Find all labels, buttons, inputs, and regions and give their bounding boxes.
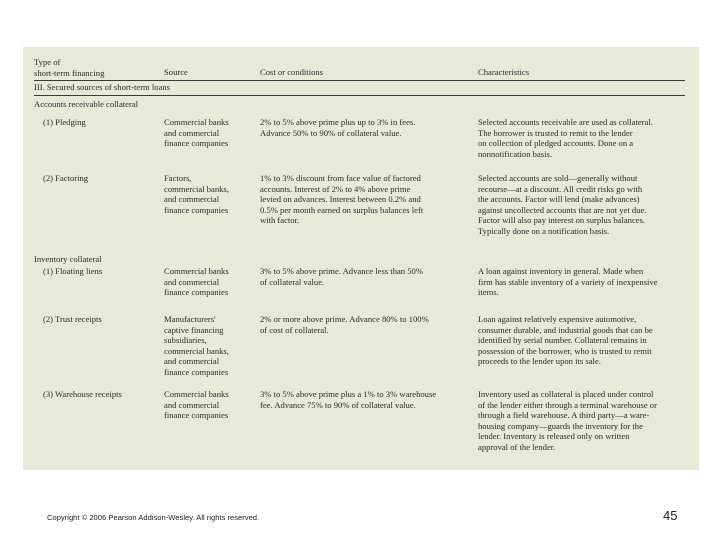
row-characteristics-line: Typically done on a notification basis. (478, 225, 610, 236)
row-source-line: Manufacturers' (164, 314, 216, 324)
row-name: (2) Factoring (43, 173, 89, 183)
row-characteristics-line: Loan against relatively expensive automotive, (478, 314, 637, 324)
row-characteristics (478, 173, 646, 237)
row-characteristics-line: Inventory used as collateral is placed under control (478, 389, 654, 399)
row-cost (260, 389, 436, 410)
row-source-line: Commercial banks (164, 266, 229, 276)
header-type-line2: short-term financing (34, 67, 105, 78)
row-characteristics-line: firm has stable inventory of a variety of inexpensive (478, 276, 658, 287)
row-characteristics-line: Factor will also pay interest on surplus balances. (478, 215, 646, 226)
financing-table (23, 47, 699, 470)
row-cost (260, 266, 423, 287)
row-characteristics (478, 266, 657, 298)
row-characteristics-line: consumer durable, and industrial goods that can be (478, 324, 653, 335)
header-type (34, 57, 104, 78)
row-characteristics-line: Selected accounts are sold—generally without (478, 173, 638, 183)
row-cost (260, 117, 415, 138)
row-characteristics-line: of the lender either through a terminal warehouse or (478, 399, 657, 410)
row-name: (2) Trust receipts (43, 314, 102, 324)
row-name: (3) Warehouse receipts (43, 389, 122, 399)
row-characteristics-line: recourse—at a discount. All credit risks go with (478, 183, 643, 194)
section-title: III. Secured sources of short-term loans (34, 82, 171, 92)
row-characteristics-line: approval of the lender. (478, 441, 556, 452)
row-characteristics (478, 389, 657, 453)
row-source-line: and commercial (164, 127, 220, 138)
row-characteristics (478, 117, 653, 159)
row-source-line: commercial banks, (164, 345, 229, 356)
header-source: Source (164, 67, 188, 77)
row-name: (1) Pledging (43, 117, 86, 127)
group-title: Inventory collateral (34, 254, 102, 264)
row-characteristics (478, 314, 653, 367)
row-source-line: finance companies (164, 366, 229, 377)
row-characteristics-line: Selected accounts receivable are used as collateral. (478, 117, 653, 127)
row-source (164, 314, 229, 378)
row-characteristics-line: A loan against inventory in general. Made when (478, 266, 644, 276)
row-cost-line: with factor. (260, 215, 300, 226)
row-cost (260, 314, 429, 335)
row-characteristics-line: items. (478, 287, 499, 298)
header-cost: Cost or conditions (260, 67, 324, 77)
row-source-line: Commercial banks (164, 117, 229, 127)
group-title: Accounts receivable collateral (34, 99, 139, 109)
row-characteristics-line: housing company—guards the inventory for the (478, 420, 643, 431)
row-source (164, 173, 229, 215)
row-cost-line: 2% to 5% above prime plus up to 3% in fees. (260, 117, 416, 127)
row-cost-line: 0.5% per month earned on surplus balances left (260, 204, 424, 215)
row-characteristics-line: the accounts. Factor will lend (make advances) (478, 194, 640, 205)
row-source-line: Commercial banks (164, 389, 229, 399)
row-cost-line: accounts. Interest of 2% to 4% above prime (260, 183, 411, 194)
row-source-line: captive financing (164, 324, 224, 335)
row-characteristics-line: proceeds to the lender upon its sale. (478, 356, 601, 367)
row-name: (1) Floating liens (43, 266, 103, 276)
row-characteristics-line: identified by serial number. Collateral remains in (478, 335, 647, 346)
page-number: 45 (663, 508, 678, 523)
row-characteristics-line: through a field warehouse. A third party—a ware- (478, 410, 650, 421)
row-source-line: commercial banks, (164, 183, 229, 194)
row-cost-line: 1% to 3% discount from face value of factored (260, 173, 421, 183)
row-source-line: and commercial (164, 356, 220, 367)
row-cost-line: of cost of collateral. (260, 324, 329, 335)
row-cost-line: levied on advances. Interest between 0.2% and (260, 194, 421, 205)
row-cost-line: 2% or more above prime. Advance 80% to 100% (260, 314, 429, 324)
row-source-line: and commercial (164, 276, 220, 287)
row-characteristics-line: nonnotification basis. (478, 148, 552, 159)
row-cost-line: 3% to 5% above prime. Advance less than 50% (260, 266, 423, 276)
row-source-line: finance companies (164, 287, 229, 298)
row-source-line: finance companies (164, 138, 229, 149)
section-rule (34, 95, 685, 96)
row-source-line: finance companies (164, 204, 229, 215)
row-cost (260, 173, 423, 226)
row-source-line: Factors, (164, 173, 192, 183)
row-source-line: and commercial (164, 194, 220, 205)
row-cost-line: fee. Advance 75% to 90% of collateral value. (260, 399, 416, 410)
row-characteristics-line: lender. Inventory is released only on written (478, 431, 630, 442)
row-source-line: and commercial (164, 399, 220, 410)
row-cost-line: Advance 50% to 90% of collateral value. (260, 127, 402, 138)
row-characteristics-line: on collection of pledged accounts. Done on a (478, 138, 634, 149)
header-rule (34, 80, 685, 81)
row-characteristics-line: The borrower is trusted to remit to the lender (478, 127, 633, 138)
row-source (164, 117, 229, 149)
row-source (164, 389, 229, 421)
row-characteristics-line: against uncollected accounts that are not yet due. (478, 204, 647, 215)
row-source-line: finance companies (164, 410, 229, 421)
row-cost-line: of collateral value. (260, 276, 325, 287)
row-characteristics-line: possession of the borrower, who is trusted to remit (478, 345, 652, 356)
header-characteristics: Characteristics (478, 67, 530, 77)
header-type-line1: Type of (34, 57, 61, 67)
row-source (164, 266, 229, 298)
copyright-notice: Copyright © 2006 Pearson Addison-Wesley. All rights reserved. (47, 513, 260, 522)
row-cost-line: 3% to 5% above prime plus a 1% to 3% warehouse (260, 389, 437, 399)
row-source-line: subsidiaries, (164, 335, 207, 346)
